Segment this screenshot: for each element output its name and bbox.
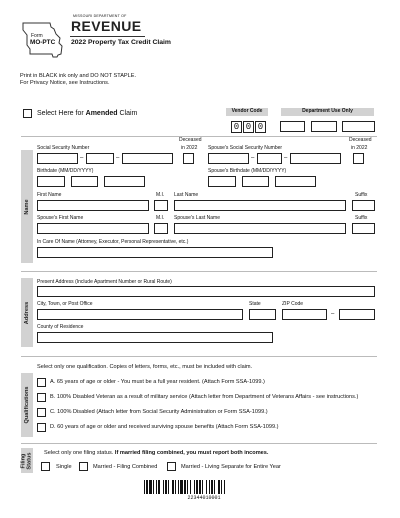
qualification-d-checkbox[interactable] — [37, 423, 46, 432]
suffix-label: Suffix — [355, 192, 368, 198]
spouse-first-name-field[interactable] — [37, 223, 149, 234]
filing-intro-bold: If married filing combined, you must report both incomes. — [114, 450, 269, 456]
mi-field[interactable] — [154, 200, 168, 211]
ssn-dash-2: – — [116, 155, 120, 161]
barcode-bar — [199, 480, 201, 494]
suffix-field[interactable] — [352, 200, 375, 211]
form-label: Form — [31, 33, 43, 39]
barcode-bar — [214, 480, 215, 494]
state-label: State — [249, 301, 261, 307]
qualification-a-label: A. 65 years of age or older - You must be a full year resident. (Attach Form SSA-1099.) — [50, 379, 265, 385]
barcode-bar — [196, 480, 198, 494]
barcode-bar — [221, 480, 222, 494]
filing-intro-plain: Select only one filing status. — [44, 450, 115, 456]
deceased-checkbox[interactable] — [183, 153, 194, 164]
barcode-bar — [202, 480, 203, 494]
spouse-mi-field[interactable] — [154, 223, 168, 234]
city-label: City, Town, or Post Office — [37, 301, 93, 307]
first-name-label: First Name — [37, 192, 62, 198]
barcode — [144, 480, 264, 494]
address-side-label: Address — [24, 301, 30, 324]
instruction-line-2: For Privacy Notice, see Instructions. — [20, 80, 110, 86]
spouse-birthdate-day-field[interactable] — [242, 176, 269, 187]
address-section-rule — [21, 271, 377, 272]
care-of-label: In Care Of Name (Attorney, Executor, Personal Representative, etc.) — [37, 239, 189, 245]
form-id: MO-PTC — [30, 39, 56, 46]
barcode-number: 22344010001 — [187, 495, 221, 501]
last-name-label: Last Name — [174, 192, 199, 198]
spouse-birthdate-year-field[interactable] — [275, 176, 316, 187]
spouse-ssn-dash-2: – — [284, 155, 288, 161]
dept-use-label: Department Use Only — [281, 108, 374, 116]
zip-dash: – — [331, 311, 335, 317]
qualifications-intro: Select only one qualification. Copies of letters, forms, etc., must be included with claim. — [37, 364, 253, 370]
barcode-bar — [158, 480, 160, 494]
amended-checkbox[interactable] — [23, 109, 32, 118]
instruction-line-1: Print in BLACK ink only and DO NOT STAPLE. — [20, 73, 137, 79]
first-name-field[interactable] — [37, 200, 149, 211]
barcode-bar — [163, 480, 164, 494]
birthdate-month-field[interactable] — [37, 176, 65, 187]
spouse-deceased-checkbox[interactable] — [353, 153, 364, 164]
amended-suffix: Claim — [117, 110, 138, 117]
agency-name: REVENUE — [71, 18, 142, 34]
vendor-digit-1[interactable]: 0 — [231, 121, 242, 133]
barcode-bar — [209, 480, 210, 494]
present-address-label: Present Address (Include Apartment Number or Rural Route) — [37, 279, 172, 285]
present-address-field[interactable] — [37, 286, 375, 297]
filing-intro — [44, 450, 268, 457]
spouse-birthdate-label: Spouse's Birthdate (MM/DD/YYYY) — [208, 168, 287, 174]
barcode-bar — [224, 480, 225, 494]
barcode-bar — [149, 480, 152, 494]
ssn-part-1-field[interactable] — [37, 153, 78, 164]
vendor-digit-3[interactable]: 0 — [255, 121, 266, 133]
spouse-last-name-field[interactable] — [174, 223, 346, 234]
spouse-deceased-label-2: in 2022 — [351, 145, 368, 151]
vendor-digit-2[interactable]: 0 — [243, 121, 254, 133]
care-of-field[interactable] — [37, 247, 273, 258]
form-title: 2022 Property Tax Credit Claim — [71, 39, 171, 46]
barcode-bar — [178, 480, 179, 494]
filing-combined-label: Married - Filing Combined — [93, 464, 158, 470]
city-field[interactable] — [37, 309, 243, 320]
filing-side-bar — [21, 448, 33, 473]
spouse-first-name-label: Spouse's First Name — [37, 215, 84, 221]
header-rule — [70, 36, 145, 37]
barcode-bar — [146, 480, 148, 494]
barcode-bar — [172, 480, 174, 494]
ssn-part-2-field[interactable] — [86, 153, 114, 164]
name-side-bar — [21, 150, 33, 263]
spouse-ssn-part-2-field[interactable] — [257, 153, 282, 164]
amended-prefix: Select Here for — [37, 110, 86, 117]
vendor-code-label: Vendor Code — [226, 108, 268, 116]
qualifications-side-bar — [21, 373, 33, 437]
barcode-bar — [206, 480, 207, 494]
qualifications-section-rule — [21, 356, 377, 357]
barcode-bar — [156, 480, 157, 494]
qualification-c-checkbox[interactable] — [37, 408, 46, 417]
spouse-suffix-field[interactable] — [352, 223, 375, 234]
amended-bold: Amended — [85, 110, 118, 117]
deceased-label-1: Deceased — [179, 137, 202, 143]
spouse-ssn-dash-1: – — [251, 155, 255, 161]
state-field[interactable] — [249, 309, 276, 320]
barcode-bar — [184, 480, 186, 494]
barcode-bar — [187, 480, 188, 494]
zip-extension-field[interactable] — [339, 309, 375, 320]
qualification-b-checkbox[interactable] — [37, 393, 46, 402]
ssn-label: Social Security Number — [37, 145, 90, 151]
address-side-bar — [21, 278, 33, 347]
qualification-b-label: B. 100% Disabled Veteran as a result of military service (Attach letter from Department of Veterans Affairs - see instructions.) — [50, 394, 359, 400]
barcode-bar — [190, 480, 191, 494]
birthdate-year-field[interactable] — [104, 176, 145, 187]
barcode-bar — [175, 480, 176, 494]
barcode-bar — [144, 480, 145, 494]
birthdate-day-field[interactable] — [71, 176, 98, 187]
filing-side-label: Filing Status — [20, 451, 32, 470]
barcode-bar — [194, 480, 195, 494]
spouse-ssn-part-1-field[interactable] — [208, 153, 249, 164]
county-field[interactable] — [37, 332, 273, 343]
dept-use-box-1 — [280, 121, 305, 132]
barcode-bar — [168, 480, 169, 494]
spouse-last-name-label: Spouse's Last Name — [174, 215, 220, 221]
spouse-mi-label: M.I. — [156, 215, 165, 221]
barcode-bar — [153, 480, 154, 494]
zip-field[interactable] — [282, 309, 327, 320]
deceased-label-2: in 2022 — [181, 145, 198, 151]
amended-label — [37, 110, 137, 117]
spouse-birthdate-month-field[interactable] — [208, 176, 236, 187]
mi-label: M.I. — [156, 192, 165, 198]
filing-single-label: Single — [56, 464, 72, 470]
barcode-bar — [180, 480, 183, 494]
agency-top-line: MISSOURI DEPARTMENT OF — [73, 14, 127, 18]
filing-section-rule — [21, 443, 377, 444]
county-label: County of Residence — [37, 324, 84, 330]
filing-combined-checkbox[interactable] — [79, 462, 88, 471]
ssn-part-3-field[interactable] — [122, 153, 173, 164]
zip-label: ZIP Code — [282, 301, 304, 307]
barcode-bar — [211, 480, 213, 494]
barcode-bar — [165, 480, 167, 494]
ssn-dash-1: – — [80, 155, 84, 161]
qualification-a-checkbox[interactable] — [37, 378, 46, 387]
spouse-ssn-part-3-field[interactable] — [290, 153, 341, 164]
qualifications-side-label: Qualifications — [24, 386, 30, 424]
spouse-deceased-label-1: Deceased — [349, 137, 372, 143]
name-side-label: Name — [24, 198, 30, 215]
filing-separate-checkbox[interactable] — [167, 462, 176, 471]
last-name-field[interactable] — [174, 200, 346, 211]
dept-use-box-3 — [342, 121, 375, 132]
spouse-suffix-label: Suffix — [355, 215, 368, 221]
dept-use-box-2 — [311, 121, 337, 132]
qualification-c-label: C. 100% Disabled (Attach letter from Social Security Administration or Form SSA-1099.) — [50, 409, 268, 415]
qualification-d-label: D. 60 years of age or older and received surviving spouse benefits (Attach Form SSA-1099.) — [50, 424, 279, 430]
filing-single-checkbox[interactable] — [41, 462, 50, 471]
spouse-ssn-label: Spouse's Social Security Number — [208, 145, 283, 151]
filing-separate-label: Married - Living Separate for Entire Year — [181, 464, 281, 470]
barcode-bar — [218, 480, 220, 494]
birthdate-label: Birthdate (MM/DD/YYYY) — [37, 168, 94, 174]
